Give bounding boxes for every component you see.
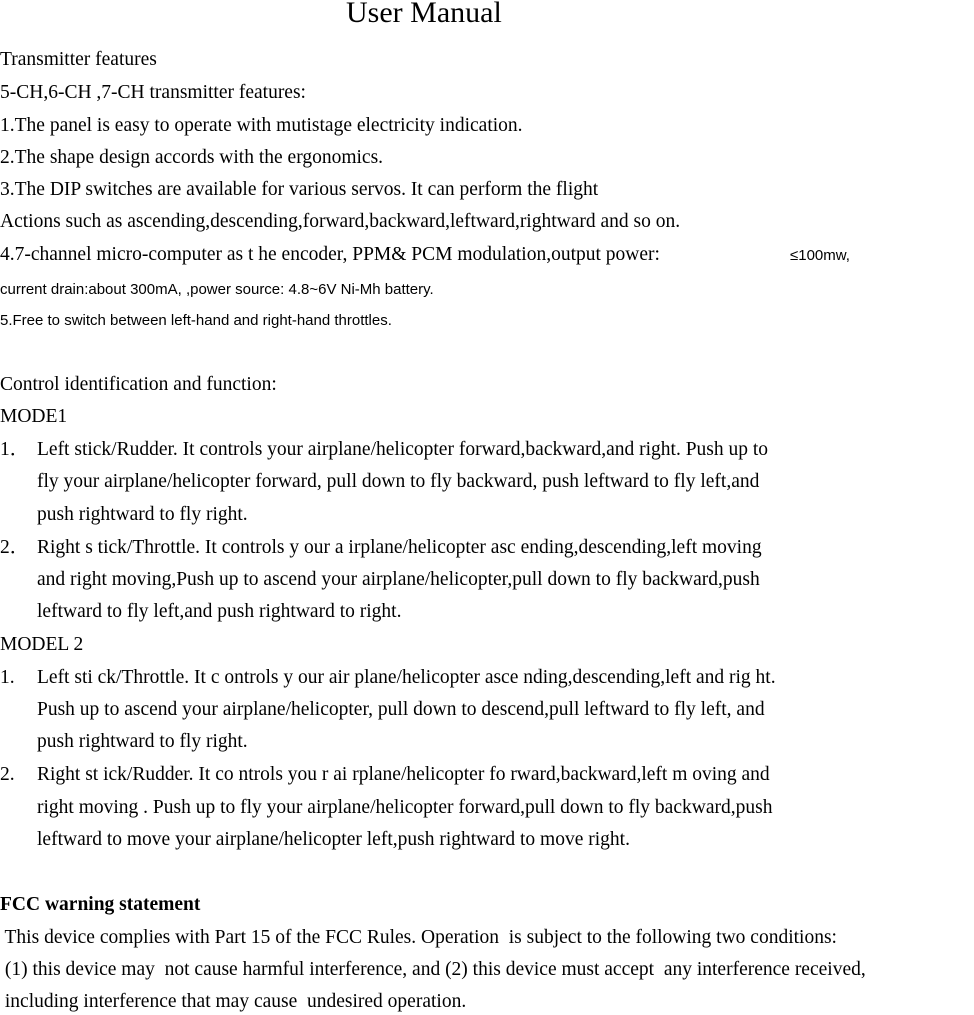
fcc-line-3: including interference that may cause undesired operation. — [0, 991, 467, 1012]
mode1-item1-line-1: Left stick/Rudder. It controls your airplane/helicopter forward,backward,and right. Push up to — [37, 439, 769, 460]
mode1-item2-number: 2． — [0, 537, 30, 558]
transmitter-heading: Transmitter features — [0, 49, 157, 70]
mode2-item2-line-1: Right st ick/Rudder. It co ntrols you r ai rplane/helicopter fo rward,backward,left m oving and — [37, 764, 770, 785]
feature-3-line-2: Actions such as ascending,descending,forward,backward,leftward,rightward and so on. — [0, 211, 681, 232]
feature-1: 1.The panel is easy to operate with mutistage electricity indication. — [0, 115, 523, 136]
mode1-item2-line-3: leftward to fly left,and push rightward to right. — [37, 601, 402, 622]
page-title: User Manual — [346, 0, 502, 29]
mode1-item1-line-3: push rightward to fly right. — [37, 504, 248, 525]
fcc-line-2: (1) this device may not cause harmful interference, and (2) this device must accept any interference received, — [0, 959, 866, 980]
mode2-label: MODEL 2 — [0, 634, 84, 655]
feature-5: 5.Free to switch between left-hand and right-hand throttles. — [0, 312, 392, 329]
feature-4-power: ≤100mw, — [790, 247, 850, 264]
fcc-line-1: This device complies with Part 15 of the FCC Rules. Operation is subject to the following two conditions: — [0, 927, 837, 948]
mode2-item1-number: 1. — [0, 667, 15, 688]
feature-4-line-2: current drain:about 300mA, ,power source: 4.8~6V Ni-Mh battery. — [0, 281, 434, 298]
fcc-heading: FCC warning statement — [0, 894, 201, 915]
mode1-item2-line-1: Right s tick/Throttle. It controls y our a irplane/helicopter asc ending,descending,left moving — [37, 537, 762, 558]
mode2-item1-line-3: push rightward to fly right. — [37, 731, 248, 752]
feature-3-line-1: 3.The DIP switches are available for various servos. It can perform the flight — [0, 179, 599, 200]
feature-4-line-1: 4.7-channel micro-computer as t he encoder, PPM& PCM modulation,output power: — [0, 244, 660, 265]
mode2-item1-line-2: Push up to ascend your airplane/helicopter, pull down to descend,pull leftward to fly left, and — [37, 699, 765, 720]
control-heading: Control identification and function: — [0, 374, 277, 395]
mode1-label: MODE1 — [0, 406, 68, 427]
mode2-item2-line-2: right moving . Push up to fly your airplane/helicopter forward,pull down to fly backward,push — [37, 797, 773, 818]
mode2-item2-line-3: leftward to move your airplane/helicopter left,push rightward to move right. — [37, 829, 630, 850]
transmitter-subheading: 5-CH,6-CH ,7-CH transmitter features: — [0, 82, 306, 103]
mode1-item2-line-2: and right moving,Push up to ascend your airplane/helicopter,pull down to fly backward,push — [37, 569, 760, 590]
mode1-item1-line-2: fly your airplane/helicopter forward, pull down to fly backward, push leftward to fly left,and — [37, 471, 760, 492]
feature-2: 2.The shape design accords with the ergonomics. — [0, 147, 384, 168]
mode2-item1-line-1: Left sti ck/Throttle. It c ontrols y our air plane/helicopter asce nding,descending,left and rig ht. — [37, 667, 776, 688]
mode2-item2-number: 2. — [0, 764, 15, 785]
mode1-item1-number: 1． — [0, 439, 30, 460]
